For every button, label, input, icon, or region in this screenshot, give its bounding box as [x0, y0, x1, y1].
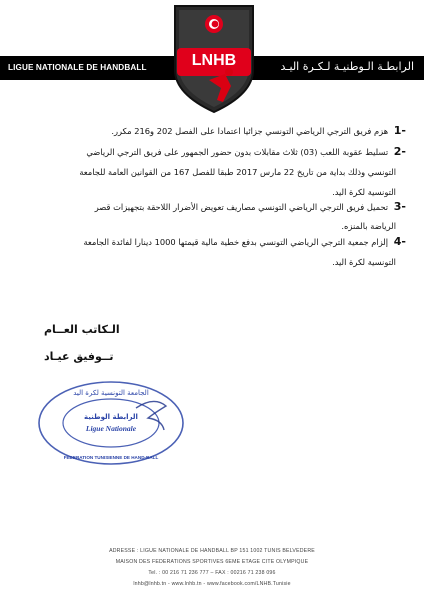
item-2-line-3: التونسية لكرة اليد.	[332, 187, 396, 197]
footer-phone: Tel. : 00 216 71 236 777 – FAX : 00216 71 238 096	[148, 570, 276, 576]
item-2-number: -2	[393, 145, 406, 158]
item-1-number: -1	[393, 124, 406, 137]
item-2	[86, 145, 406, 159]
stamp-bottom-text: FEDERATION TUNISIENNE DE HAND-BALL	[63, 455, 159, 460]
item-1	[111, 124, 406, 138]
item-4-text: إلزام جمعية الترجي الرياضي التونسي بدفع خطية مالية قيمتها 1000 دينارا لفائدة الجامعة	[83, 237, 389, 247]
header-left-title: LIGUE NATIONALE DE HANDBALL	[8, 63, 147, 72]
signatory-name: تــوفيق عيـاد	[44, 350, 114, 363]
stamp-mid-fr: Ligue Nationale	[85, 424, 137, 433]
item-4	[83, 235, 406, 249]
item-3-line-2: الرياضة بالمنزه.	[341, 221, 396, 231]
item-3-number: -3	[393, 200, 406, 213]
footer-web: lnhb@lnhb.tn - www.lnhb.tn - www.facebook.com/LNHB.Tunisie	[133, 581, 291, 587]
logo-text: LNHB	[191, 52, 237, 69]
item-3-text: تحميل فريق الترجي الرياضي التونسي مصاريف تعويض الأضرار اللاحقة بتجهيزات قصر	[94, 202, 389, 212]
item-4-number: -4	[393, 235, 406, 248]
signatory-title: الـكاتب العــام	[44, 323, 120, 336]
item-2-line-2: التونسي وذلك بداية من تاريخ 22 مارس 2017 طبقا للفصل 167 من القوانين العامة للجامعة	[79, 167, 396, 177]
official-stamp	[36, 378, 186, 468]
item-1-text: هزم فريق الترجي الرياضي التونسي جزائيا اعتمادا على الفصل 202 و216 مكرر.	[111, 126, 389, 136]
item-3	[95, 200, 406, 214]
footer-maison: MAISON DES FEDERATIONS SPORTIVES 6EME ETAGE CITE OLYMPIQUE	[115, 559, 309, 565]
stamp-top-text: الجامعة التونسية لكرة اليد	[73, 389, 149, 397]
stamp-mid-ar: الرابطة الوطنية	[84, 413, 138, 421]
footer-address: ADRESSE : LIGUE NATIONALE DE HANDBALL BP 151 1002 TUNIS BELVEDERE	[109, 548, 315, 554]
header-right-title: الرابطـة الـوطنيـة لـكـرة اليـد	[280, 60, 414, 73]
item-4-line-2: التونسية لكرة اليد.	[332, 257, 396, 267]
item-2-text: تسليط عقوبة اللعب (03) ثلاث مقابلات بدون حضور الجمهور على فريق الترجي الرياضي	[86, 147, 389, 157]
